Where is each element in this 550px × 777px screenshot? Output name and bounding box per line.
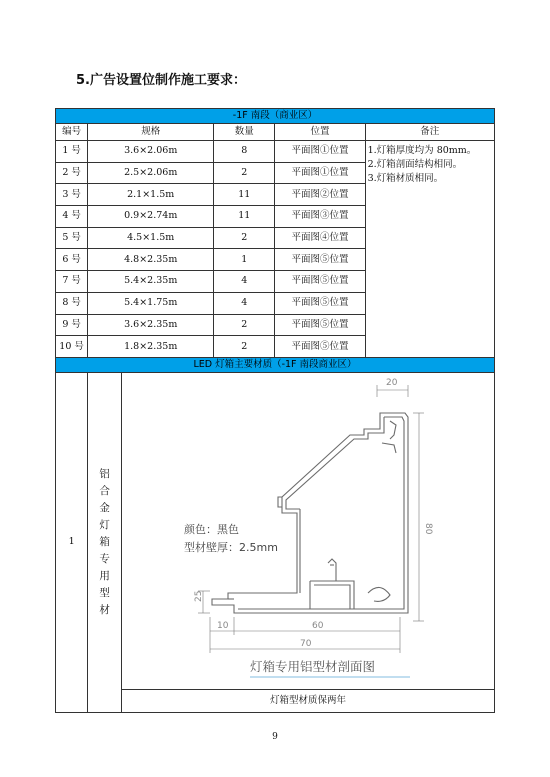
material-name-cell	[88, 372, 122, 712]
row-qty: 2	[214, 314, 275, 336]
row-id: 3 号	[56, 184, 88, 206]
row-qty: 8	[214, 141, 275, 163]
row-qty: 2	[214, 336, 275, 358]
row-position: 平面图⑤位置	[275, 314, 365, 336]
note-item: 2.灯箱剖面结构相同。	[367, 159, 463, 170]
section1-title: -1F 南段（商业区）	[56, 109, 495, 124]
row-position: 平面图④位置	[275, 227, 365, 249]
col-header-position: 位置	[275, 124, 365, 141]
row-spec: 3.6×2.06m	[88, 141, 214, 163]
row-id: 7 号	[56, 271, 88, 293]
row-spec: 3.6×2.35m	[88, 314, 214, 336]
section-heading: 5.广告设置位制作施工要求：	[76, 73, 246, 88]
row-id: 10 号	[56, 336, 88, 358]
row-id: 5 号	[56, 227, 88, 249]
row-position: 平面图⑤位置	[275, 292, 365, 314]
profile-outline	[212, 413, 408, 613]
row-spec: 5.4×2.35m	[88, 271, 214, 293]
col-header-qty: 数量	[214, 124, 275, 141]
color-label: 颜色：黑色	[183, 522, 239, 536]
notes-cell	[365, 141, 494, 358]
profile-drawing	[122, 373, 494, 685]
note-item: 3.灯箱材质相同。	[367, 173, 444, 184]
row-spec: 1.8×2.35m	[88, 336, 214, 358]
material-name: 铝合金灯箱专用型材	[99, 467, 110, 616]
dim-top: 20	[385, 377, 398, 388]
row-spec: 2.1×1.5m	[88, 184, 214, 206]
row-position: 平面图②位置	[275, 184, 365, 206]
thickness-label: 型材壁厚：2.5mm	[183, 540, 278, 554]
row-spec: 4.8×2.35m	[88, 249, 214, 271]
dim-left: 25	[193, 590, 204, 602]
row-qty: 11	[214, 206, 275, 228]
row-id: 4 号	[56, 206, 88, 228]
col-header-notes: 备注	[365, 124, 494, 141]
material-index: 1	[56, 372, 88, 712]
dim-bottom-b: 60	[311, 620, 324, 631]
row-position: 平面图⑤位置	[275, 271, 365, 293]
row-position: 平面图③位置	[275, 206, 365, 228]
col-header-id: 编号	[56, 124, 88, 141]
col-header-spec: 规格	[88, 124, 214, 141]
drawing-caption: 灯箱专用铝型材剖面图	[249, 658, 375, 674]
row-position: 平面图①位置	[275, 162, 365, 184]
row-position: 平面图⑤位置	[275, 336, 365, 358]
row-position: 平面图①位置	[275, 141, 365, 163]
row-qty: 11	[214, 184, 275, 206]
table-header-row	[56, 124, 495, 141]
note-item: 1.灯箱厚度均为 80mm。	[367, 145, 477, 156]
warranty-note: 灯箱型材质保两年	[121, 689, 494, 712]
dim-height: 80	[422, 522, 433, 535]
row-qty: 2	[214, 162, 275, 184]
row-id: 2 号	[56, 162, 88, 184]
dim-bottom-a: 10	[216, 620, 229, 631]
row-qty: 2	[214, 227, 275, 249]
page-number: 9	[272, 732, 278, 742]
row-position: 平面图⑤位置	[275, 249, 365, 271]
material-row	[56, 372, 495, 689]
row-qty: 4	[214, 271, 275, 293]
row-spec: 5.4×1.75m	[88, 292, 214, 314]
row-qty: 1	[214, 249, 275, 271]
row-id: 6 号	[56, 249, 88, 271]
dim-total: 70	[299, 638, 312, 649]
section2-title: LED 灯箱主要材质（-1F 南段商业区）	[56, 357, 495, 372]
ad-spec-table	[55, 108, 495, 713]
row-id: 1 号	[56, 141, 88, 163]
profile-drawing-cell	[121, 372, 494, 689]
row-spec: 2.5×2.06m	[88, 162, 214, 184]
row-id: 9 号	[56, 314, 88, 336]
row-spec: 4.5×1.5m	[88, 227, 214, 249]
row-id: 8 号	[56, 292, 88, 314]
row-qty: 4	[214, 292, 275, 314]
row-spec: 0.9×2.74m	[88, 206, 214, 228]
table-row	[56, 141, 495, 163]
